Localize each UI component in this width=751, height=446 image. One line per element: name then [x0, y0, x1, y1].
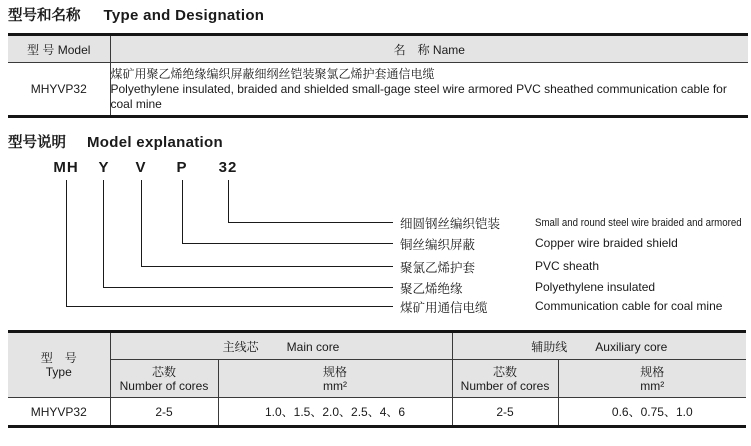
- core-spec-table: [8, 330, 746, 428]
- aux-core-en: Auxiliary core: [595, 339, 668, 354]
- connector-vline-mh: [66, 180, 67, 306]
- aux-cores-header-cell: [452, 360, 558, 398]
- connector-vline-y: [103, 180, 104, 287]
- name-column-header: 名 称 Name: [110, 35, 748, 63]
- section1-title-zh: 型号和名称: [8, 8, 81, 24]
- label-armored-zh: 细圆钢丝编织铠装: [400, 217, 501, 231]
- connector-hline-32: [228, 222, 393, 223]
- label-shield-zh: 铜丝编织屏蔽: [400, 238, 476, 252]
- main-core-group-header: [110, 332, 452, 360]
- main-cores-header-zh: 芯数: [151, 364, 176, 379]
- label-insulated-en: Polyethylene insulated: [535, 280, 656, 294]
- label-sheath-zh: 聚氯乙烯护套: [400, 261, 476, 275]
- code-letter-v: V: [135, 159, 147, 176]
- main-core-en: Main core: [286, 339, 340, 354]
- connector-hline-v: [141, 266, 393, 267]
- section2-title-en: Model explanation: [87, 134, 223, 151]
- main-cores-header-en: Number of cores: [119, 378, 209, 393]
- main-spec-header-cell: [218, 360, 452, 398]
- cable-name-en: Polyethylene insulated, braided and shielded small-gage steel wire armored PVC sheathed communication cable for coal mine: [110, 81, 727, 111]
- aux-spec-header-cell: [558, 360, 746, 398]
- label-armored-en: Small and round steel wire braided and armored: [535, 217, 742, 229]
- type-header-zh: 型 号: [40, 351, 77, 365]
- model-cell: MHYVP32: [8, 63, 110, 117]
- type-value-cell: MHYVP32: [8, 398, 110, 427]
- connector-hline-mh: [66, 306, 393, 307]
- main-spec-value-cell: 1.0、1.5、2.0、2.5、4、6: [218, 398, 452, 427]
- section-title-type-designation: [8, 4, 264, 25]
- connector-vline-p: [182, 180, 183, 243]
- aux-spec-header-zh: 规格: [640, 364, 665, 379]
- code-letter-32: 32: [218, 159, 238, 176]
- label-sheath-en: PVC sheath: [535, 259, 600, 273]
- connector-vline-32: [228, 180, 229, 222]
- model-explanation-diagram: [0, 155, 751, 325]
- main-spec-header-zh: 规格: [323, 364, 348, 379]
- label-coal-mine-zh: 煤矿用通信电缆: [400, 301, 488, 315]
- label-shield-en: Copper wire braided shield: [535, 236, 678, 250]
- connector-hline-y: [103, 287, 393, 288]
- type-designation-table: [8, 33, 748, 118]
- connector-hline-p: [182, 243, 393, 244]
- code-letter-mh: MH: [53, 159, 79, 176]
- aux-spec-header-en: mm²: [640, 378, 665, 393]
- label-coal-mine-en: Communication cable for coal mine: [535, 299, 723, 313]
- connector-vline-v: [141, 180, 142, 266]
- cable-name-zh: 煤矿用聚乙烯绝缘编织屏蔽细纲丝铠装聚氯乙烯护套通信电缆: [110, 66, 435, 81]
- type-header-cell: [8, 332, 110, 398]
- name-cell: [110, 63, 748, 117]
- main-spec-header-en: mm²: [323, 378, 347, 393]
- model-column-header: 型 号 Model: [8, 35, 110, 63]
- aux-cores-header-en: Number of cores: [460, 378, 550, 393]
- main-cores-header-cell: [110, 360, 218, 398]
- section-title-model-explanation: [8, 131, 223, 152]
- section2-title-zh: 型号说明: [8, 135, 66, 151]
- main-core-zh: 主线芯: [222, 339, 259, 354]
- aux-cores-value-cell: 2-5: [452, 398, 558, 427]
- type-header-en: Type: [45, 365, 72, 379]
- main-cores-value-cell: 2-5: [110, 398, 218, 427]
- aux-core-group-header: [452, 332, 746, 360]
- section1-title-en: Type and Designation: [103, 7, 265, 24]
- aux-spec-value-cell: 0.6、0.75、1.0: [611, 405, 693, 419]
- aux-core-zh: 辅助线: [531, 339, 568, 354]
- aux-cores-header-zh: 芯数: [493, 364, 518, 379]
- code-letter-y: Y: [98, 159, 110, 176]
- label-insulated-zh: 聚乙烯绝缘: [400, 282, 463, 296]
- code-letter-p: P: [176, 159, 188, 176]
